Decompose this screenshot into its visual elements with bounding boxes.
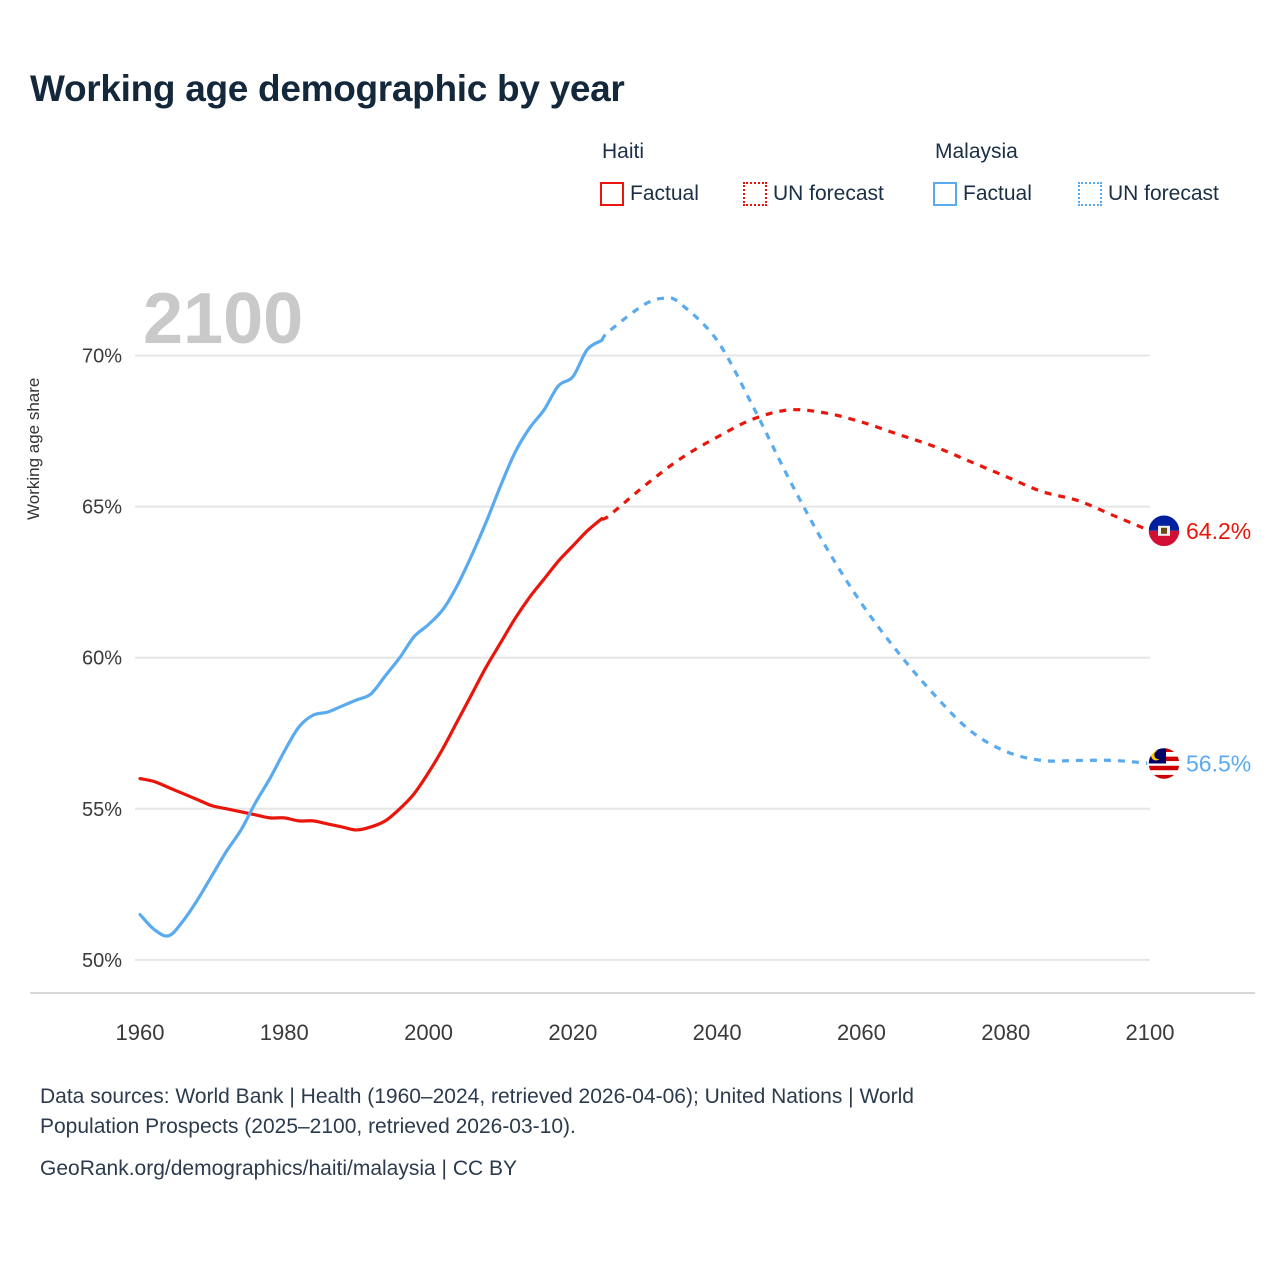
chart-footer bbox=[40, 1082, 1170, 1183]
footer-attribution: GeoRank.org/demographics/haiti/malaysia | CC BY bbox=[40, 1156, 518, 1180]
y-tick-label: 60% bbox=[81, 647, 122, 670]
x-tick-label: 2100 bbox=[1125, 1020, 1175, 1045]
legend-item-label: UN forecast bbox=[1108, 182, 1219, 205]
y-tick-label: 65% bbox=[81, 496, 122, 519]
end-value-label: 64.2% bbox=[1186, 517, 1252, 544]
footer-sources-line2: Population Prospects (2025–2100, retrieved 2026-03-10). bbox=[40, 1114, 576, 1138]
end-value-label: 56.5% bbox=[1186, 750, 1252, 777]
y-tick-label: 50% bbox=[81, 949, 122, 972]
legend-country-malaysia: Malaysia bbox=[935, 140, 1018, 163]
x-tick-label: 2060 bbox=[836, 1020, 886, 1045]
legend-item-label: Factual bbox=[963, 182, 1032, 205]
page-title: Working age demographic by year bbox=[30, 68, 625, 109]
series-line-factual bbox=[140, 340, 602, 936]
x-tick-label: 1980 bbox=[259, 1020, 309, 1045]
y-axis-label: Working age share bbox=[24, 377, 43, 520]
legend-country-haiti: Haiti bbox=[602, 140, 645, 163]
x-tick-label: 2000 bbox=[404, 1020, 454, 1045]
footer-sources-line1: Data sources: World Bank | Health (1960–2024, retrieved 2026-04-06); United Nations | World bbox=[40, 1085, 914, 1108]
legend-item-label: Factual bbox=[630, 182, 699, 205]
x-tick-label: 2080 bbox=[981, 1020, 1031, 1045]
x-tick-label: 2020 bbox=[548, 1020, 598, 1045]
legend-item-label: UN forecast bbox=[773, 182, 884, 205]
series-line-factual bbox=[140, 519, 602, 830]
series-line-forecast bbox=[602, 410, 1150, 531]
year-watermark: 2100 bbox=[143, 279, 304, 359]
x-tick-label: 2040 bbox=[692, 1020, 742, 1045]
y-tick-label: 70% bbox=[81, 345, 122, 368]
y-tick-label: 55% bbox=[81, 798, 122, 821]
x-tick-label: 1960 bbox=[115, 1020, 165, 1045]
series-line-forecast bbox=[602, 298, 1150, 763]
